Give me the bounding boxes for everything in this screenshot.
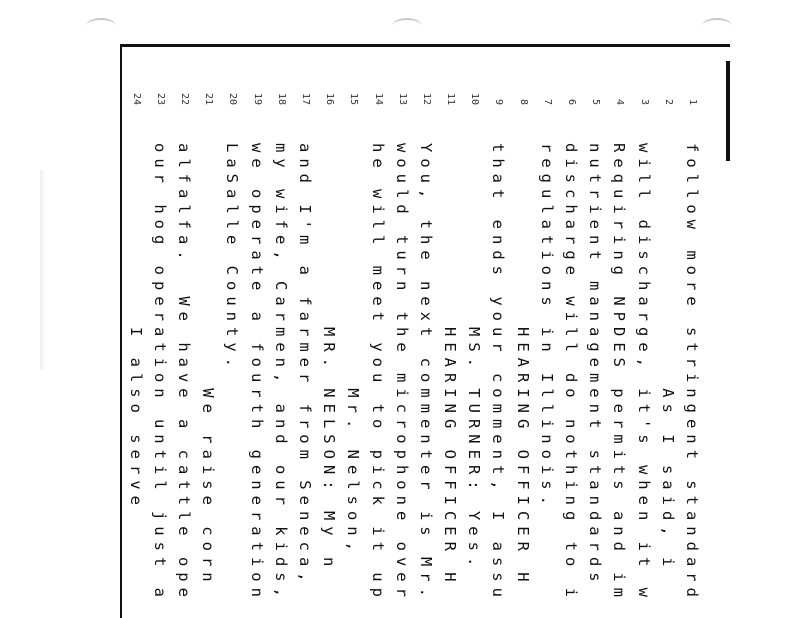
transcript-line — [124, 83, 148, 618]
line-number: 17 — [300, 92, 311, 105]
line-number: 3 — [638, 98, 650, 105]
transcript-line — [414, 83, 438, 618]
line-text: MS. TURNER: Yes. — [465, 143, 484, 573]
transcript-line — [535, 83, 559, 618]
line-text: follow more stringent standard — [683, 143, 701, 603]
line-text: discharge will do nothing to i — [562, 143, 581, 603]
line-text: HEARING OFFICER H — [513, 143, 532, 588]
line-number: 14 — [372, 92, 384, 105]
line-number: 8 — [517, 98, 529, 105]
page-edge-mark — [726, 61, 730, 161]
line-text: our hog operation until just a — [150, 143, 169, 603]
line-text: my wife, Carmen, and our kids, — [271, 143, 290, 603]
line-number: 15 — [348, 92, 360, 105]
line-number: 12 — [420, 92, 432, 105]
line-text: Requiring NPDES permits and im — [610, 143, 629, 603]
transcript-line — [607, 83, 631, 618]
line-number: 4 — [614, 98, 626, 105]
transcript-line — [220, 83, 244, 618]
line-number: 19 — [251, 92, 263, 105]
line-text: he will meet you to pick it up — [368, 143, 387, 603]
line-text: I also serve — [126, 143, 145, 511]
transcript-line — [148, 83, 172, 618]
line-text: and I'm a farmer from Seneca, — [296, 143, 314, 588]
transcript-line — [293, 83, 317, 618]
line-number: 24 — [130, 92, 142, 105]
line-number: 1 — [687, 98, 698, 105]
line-number: 6 — [566, 98, 578, 105]
transcript-line — [680, 83, 704, 618]
transcript-line — [341, 83, 365, 618]
line-text: We raise corn — [199, 143, 218, 588]
line-number: 5 — [590, 98, 602, 105]
transcript-line — [196, 83, 220, 618]
line-number: 21 — [203, 92, 215, 105]
transcript-line — [172, 83, 196, 618]
line-number: 16 — [324, 92, 336, 105]
line-text: As I said, i — [658, 143, 677, 573]
line-text: regulations in Illinois. — [537, 143, 556, 511]
line-text: HEARING OFFICER H — [441, 143, 460, 588]
line-text: would turn the microphone over — [392, 143, 411, 603]
transcript-line — [583, 83, 607, 618]
transcript-line — [511, 83, 535, 618]
transcript-line — [559, 83, 583, 618]
line-number: 22 — [179, 92, 191, 105]
line-text: alfalfa. We have a cattle ope — [175, 143, 194, 603]
line-number: 11 — [445, 92, 457, 105]
transcript-line — [631, 83, 655, 618]
line-text: LaSalle County. — [223, 143, 242, 373]
transcript-page — [120, 44, 730, 618]
line-number: 9 — [493, 98, 505, 105]
transcript-line — [656, 83, 680, 618]
line-text: nutrient management standards — [586, 143, 605, 588]
line-text: that ends your comment, I assu — [489, 143, 508, 603]
line-text: MR. NELSON: My n — [320, 143, 339, 573]
line-number: 2 — [662, 98, 674, 105]
line-number: 10 — [469, 92, 481, 105]
transcript-line — [486, 83, 510, 618]
line-text: will discharge, it's when it w — [634, 143, 653, 603]
binder-hole-left — [86, 18, 116, 34]
transcript-text-block — [128, 83, 704, 618]
line-text: Mr. Nelson, — [344, 143, 363, 557]
transcript-line — [365, 83, 389, 618]
line-number: 18 — [275, 92, 287, 105]
line-number: 13 — [396, 92, 408, 105]
line-number: 7 — [541, 98, 553, 105]
line-number: 23 — [154, 92, 166, 105]
transcript-line — [390, 83, 414, 618]
transcript-line — [462, 83, 486, 618]
transcript-line — [269, 83, 293, 618]
line-text: we operate a fourth generation — [247, 143, 266, 603]
line-number: 20 — [227, 92, 239, 105]
line-text: You, the next commenter is Mr. — [416, 143, 435, 603]
transcript-line — [317, 83, 341, 618]
binder-hole-right — [702, 18, 732, 34]
transcript-line — [438, 83, 462, 618]
scan-shadow — [40, 170, 46, 370]
binder-hole-center — [392, 18, 422, 34]
transcript-line — [244, 83, 268, 618]
